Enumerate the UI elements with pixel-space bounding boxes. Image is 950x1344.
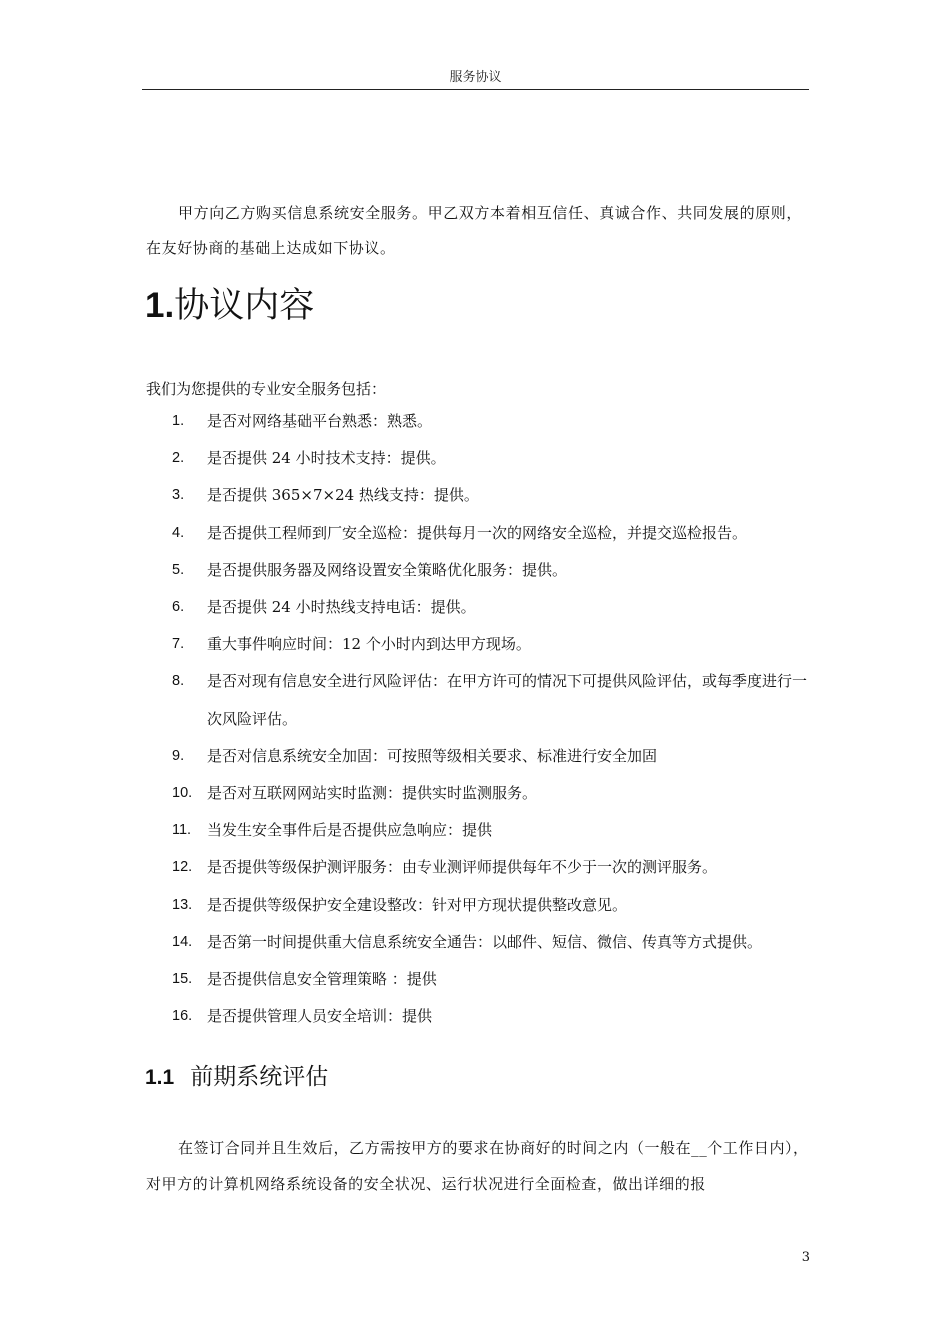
header-title: 服务协议: [449, 70, 502, 85]
list-item-number: 9.: [172, 747, 185, 764]
list-item-number: 5.: [172, 561, 185, 578]
list-item: [146, 477, 810, 514]
list-item-text: 是否第一时间提供重大信息系统安全通告：以邮件、短信、微信、传真等方式提供。: [207, 932, 763, 951]
list-item-number: 16.: [172, 1008, 193, 1025]
page-number: 3: [801, 1250, 810, 1265]
list-item-number: 8.: [172, 673, 185, 690]
list-item-number: 1.: [172, 413, 185, 429]
list-item-text: 是否提供 24 小时技术支持：提供。: [207, 449, 446, 468]
list-item-number: 11.: [172, 822, 192, 839]
list-item-number: 14.: [172, 933, 193, 950]
list-item-text: 是否提供 24 小时热线支持电话：提供。: [207, 598, 476, 617]
list-item-text: 是否对互联网网站实时监测：提供实时监测服务。: [207, 784, 538, 803]
list-item-text: 当发生安全事件后是否提供应急响应：提供: [207, 821, 493, 840]
list-item-text: 是否对现有信息安全进行风险评估：在甲方许可的情况下可提供风险评估，或每季度进行一次风险评估。: [207, 672, 808, 728]
list-item-text: 是否提供等级保护安全建设整改：针对甲方现状提供整改意见。: [207, 895, 628, 914]
list-item: [146, 998, 810, 1035]
list-item-text: 是否提供工程师到厂安全巡检：提供每月一次的网络安全巡检，并提交巡检报告。: [207, 523, 748, 542]
list-item: [146, 515, 810, 552]
list-item: [146, 589, 810, 626]
services-lead: 我们为您提供的专业安全服务包括：: [146, 380, 387, 398]
list-item: [146, 440, 810, 477]
list-item-number: 7.: [172, 636, 185, 653]
page-header: [142, 70, 809, 90]
section-1-1-number: 1.1: [145, 1066, 175, 1089]
intro-paragraph: 甲方向乙方购买信息系统安全服务。甲乙双方本着相互信任、真诚合作、共同发展的原则，在友好协商的基础上达成如下协议。: [146, 204, 803, 257]
list-item: [146, 812, 810, 849]
section-1-1-title: 前期系统评估: [190, 1064, 329, 1090]
evaluation-paragraph: 在签订合同并且生效后，乙方需按甲方的要求在协商好的时间之内（一般在__个工作日内），对甲方的计算机网络系统设备的安全状况、运行状况进行全面检查，做出详细的报: [146, 1139, 809, 1193]
list-item: [146, 403, 810, 440]
list-item: [146, 663, 810, 737]
list-item: [146, 775, 810, 812]
list-item-number: 12.: [172, 859, 193, 876]
list-item-text: 是否对信息系统安全加固：可按照等级相关要求、标准进行安全加固: [207, 746, 658, 765]
list-item-number: 13.: [172, 896, 193, 913]
list-item-text: 是否对网络基础平台熟悉：熟悉。: [207, 412, 433, 430]
list-item-number: 4.: [172, 524, 185, 541]
list-item: [146, 924, 810, 961]
list-item-number: 15.: [172, 971, 193, 988]
list-item: [146, 738, 810, 775]
list-item-number: 3.: [172, 487, 185, 504]
list-item-text: 是否提供服务器及网络设置安全策略优化服务：提供。: [207, 560, 568, 579]
list-item: [146, 961, 810, 998]
list-item-number: 2.: [172, 450, 185, 467]
section-1-heading: [145, 284, 314, 328]
section-1-title: 协议内容: [174, 286, 315, 326]
service-list: [146, 403, 810, 1035]
list-item-number: 6.: [172, 599, 185, 616]
list-item-text: 是否提供等级保护测评服务：由专业测评师提供每年不少于一次的测评服务。: [207, 858, 718, 877]
list-item: [146, 887, 810, 924]
list-item-text: 是否提供信息安全管理策略 ：提供: [207, 970, 437, 989]
section-1-1-heading: [145, 1059, 328, 1096]
section-1-number: 1.: [145, 286, 175, 325]
list-item-text: 是否提供 365×7×24 热线支持：提供。: [207, 486, 479, 505]
list-item-text: 是否提供管理人员安全培训：提供: [207, 1007, 433, 1026]
list-item: [146, 849, 810, 886]
list-item: [146, 552, 810, 589]
list-item: [146, 626, 810, 663]
list-item-number: 10.: [172, 785, 193, 802]
list-item-text: 重大事件响应时间：12 个小时内到达甲方现场。: [207, 635, 531, 654]
